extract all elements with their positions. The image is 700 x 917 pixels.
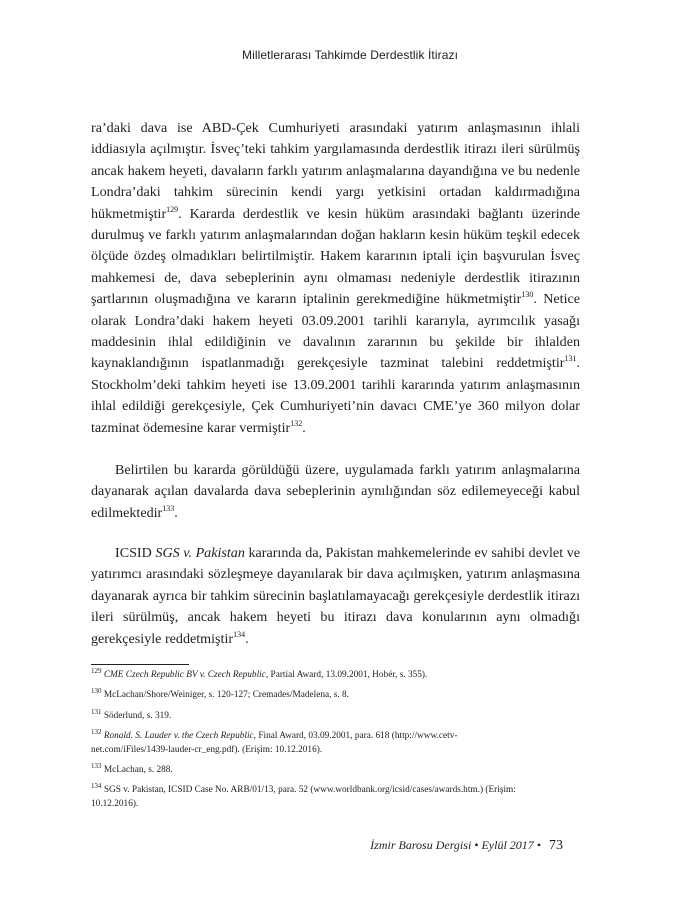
footnote-ref[interactable]: 131 (564, 354, 577, 364)
body-paragraph-3 (91, 543, 580, 650)
paragraph-text: kararında da, Pakistan mahkemelerinde ev sahibi devlet ve yatırımcı arasındaki sözleşmeye dayanılarak bir dava açılmışken, yatırım anlaşmasına dayanarak ayrıca bir tahkim sürecinin başlatılamayacağı gerekçesiyle derdestlik itirazı ileri sürülmüş, ancak hakem heyeti bu itirazı dava konularının aynı olmadığı gerekçesiyle reddetmiştir (91, 545, 580, 647)
footnote (91, 689, 531, 702)
footnote-ref[interactable]: 134 (233, 629, 246, 639)
body-paragraph-1 (91, 118, 580, 439)
footnote-number: 131 (91, 707, 102, 716)
footnote-text: SGS v. Pakistan, ICSID Case No. ARB/01/13, para. 52 (www.worldbank.org/icsid/cases/awards.htm.) (Erişim: 10.12.2016). (91, 785, 516, 809)
footnote-number: 129 (91, 667, 102, 675)
footnote-divider (91, 664, 189, 665)
footnote (91, 784, 531, 811)
footnote-text: McLachan/Shore/Weiniger, s. 120-127; Cremades/Madelena, s. 8. (103, 690, 350, 701)
footnote-ref[interactable]: 130 (521, 290, 534, 300)
footnote-text: , Final Award, 03.09.2001, para. 618 (http://www.cetv-net.com/iFiles/1439-lauder-cr_eng.pdf). (Erişim: 10.12.2016). (91, 731, 458, 755)
running-header: Milletlerarası Tahkimde Derdestlik İtirazı (241, 48, 459, 62)
paragraph-text: . Stockholm’deki tahkim heyeti ise 13.09.2001 tarihli kararında yatırım anlaşmasının ihlal edildiği gerekçesiyle, Çek Cumhuriyeti’nin davacı CME’ye 360 milyon dolar tazminat ödemesine karar vermiştir (91, 355, 580, 436)
footnote (91, 764, 531, 777)
page-number: 73 (549, 838, 563, 853)
journal-name: İzmir Barosu Dergisi • Eylül 2017 • (370, 838, 541, 852)
paragraph-text: Belirtilen bu kararda görüldüğü üzere, uygulamada farklı yatırım anlaşmalarına dayanarak açılan davalarda dava sebeplerinin aynılığından söz edilemeyeceği kabul edilmektedir (91, 462, 580, 521)
page-footer (0, 838, 563, 854)
footnote (91, 730, 531, 757)
footnote-number: 132 (91, 728, 102, 737)
footnote-case: Ronald. S. Lauder v. the Czech Republic (103, 731, 254, 742)
footnote-number: 134 (91, 782, 102, 791)
footnote-number: 133 (91, 762, 102, 771)
footnote-case: CME Czech Republic BV v. Czech Republic (103, 670, 266, 680)
footnote-ref[interactable]: 129 (166, 204, 179, 214)
paragraph-text: ICSID (115, 545, 156, 561)
footnotes (91, 669, 531, 818)
footnote-ref[interactable]: 132 (290, 418, 303, 428)
paragraph-text: ra’daki dava ise ABD-Çek Cumhuriyeti arasındaki yatırım anlaşmasının ihlali iddiasıyla açılmıştır. İsveç’teki tahkim yargılamasında derdestlik itirazı ileri sürülmüş ancak hakem heyeti, davaların farklı yatırım anlaşmalarına dayandığına ve bu nedenle Londra’daki tahkim sürecinin kendi yargı yetkisini ortadan kaldırmadığına hükmetmiştir (91, 120, 580, 222)
footnote-text: McLachan, s. 288. (103, 765, 173, 776)
footnote (91, 669, 531, 682)
footnote-ref[interactable]: 133 (162, 503, 175, 513)
paragraph-text: . (174, 504, 178, 521)
paragraph-text: . (302, 419, 306, 436)
footnote-text: , Partial Award, 13.09.2001, Hobér, s. 355). (265, 670, 428, 680)
footnote-number: 130 (91, 687, 102, 696)
footnote (91, 707, 531, 723)
paragraph-text: . Netice olarak Londra’daki hakem heyeti 03.09.2001 tarihli kararıyla, ayrımcılık yasağı maddesinin ihlal edildiğinin ve davalının zararının bu şekilde bir ihlalden kaynaklandığının ispatlanmadığı gerekçesiyle tazminat talebini reddetmiştir (91, 291, 581, 372)
paragraph-text: . Kararda derdestlik ve kesin hüküm arasındaki bağlantı üzerinde durulmuş ve farklı yatırım anlaşmalarından doğan hakların kesin hüküm teşkil edecek ölçüde özdeş olmadıkları belirtilmiştir. Hakem kararının iptali için başvurulan İsveç mahkemesi de, dava sebeplerinin aynı olmaması nedeniyle derdestlik itirazının şartlarının oluşmadığına ve kararın iptalinin gerekmediğine hükmetmiştir (91, 205, 580, 308)
footnote-text: Söderlund, s. 319. (103, 710, 172, 721)
body-paragraph-2 (91, 460, 580, 524)
case-name: SGS v. Pakistan (155, 545, 245, 561)
paragraph-text: . (245, 630, 249, 647)
